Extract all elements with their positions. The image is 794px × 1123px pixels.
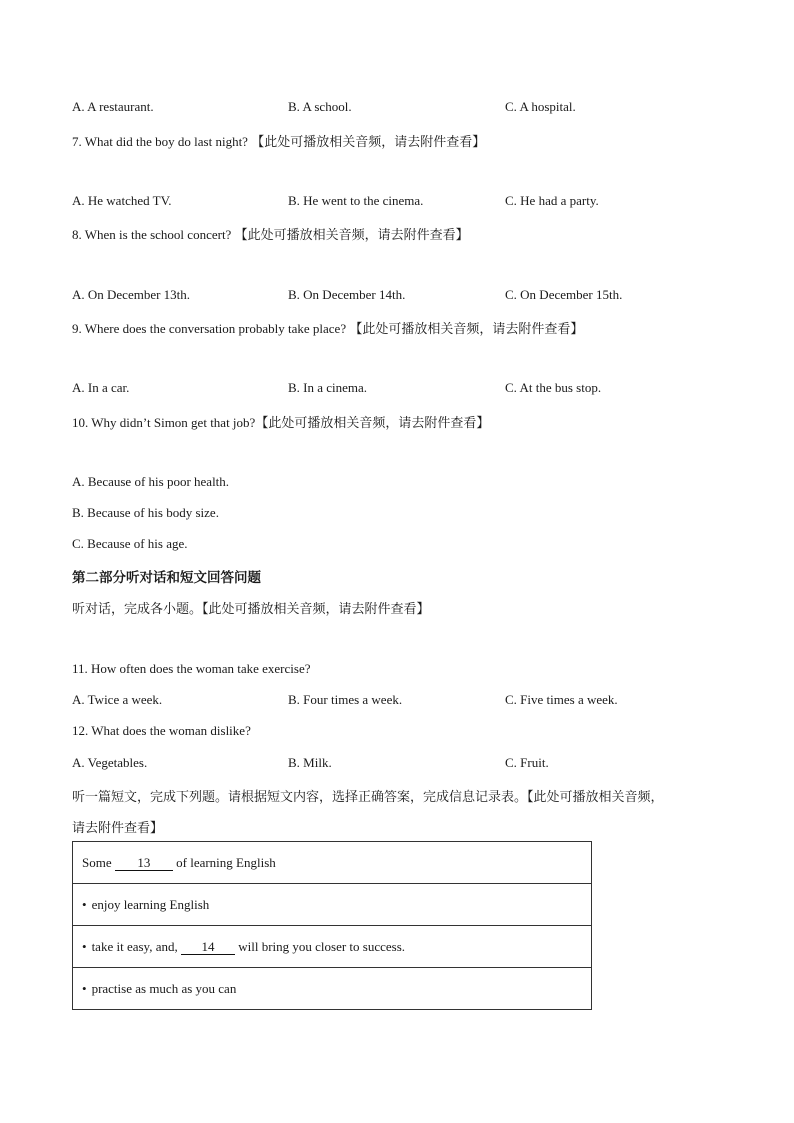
- passage-intro-line2: 请去附件查看】: [72, 821, 164, 836]
- q8-audio-note[interactable]: 【此处可播放相关音频，请去附件查看】: [234, 228, 469, 243]
- answer-blank-14[interactable]: 14: [181, 940, 235, 955]
- q6-option-b: B. A school.: [288, 99, 352, 114]
- row3-text-after: will bring you closer to success.: [238, 938, 406, 954]
- q7-question: [72, 131, 485, 150]
- q10-option-a: A. Because of his poor health.: [72, 474, 230, 489]
- q11-option-b: B. Four times a week.: [288, 692, 403, 707]
- section-heading: 第二部分听对话和短文回答问题: [72, 570, 261, 586]
- q9-question: [72, 318, 583, 337]
- q8-option-c: C. On December 15th.: [505, 287, 623, 302]
- passage-intro-line1: 听一篇短文，完成下列题。请根据短文内容，选择正确答案，完成信息记录表。【此处可播放相关音频，: [72, 790, 664, 805]
- dialog-intro: 听对话，完成各小题。【此处可播放相关音频，请去附件查看】: [72, 602, 430, 617]
- answer-blank-13[interactable]: 13: [115, 856, 173, 871]
- table-cell: [73, 842, 592, 884]
- q9-audio-note[interactable]: 【此处可播放相关音频，请去附件查看】: [349, 322, 584, 337]
- q7-stem: 7. What did the boy do last night?: [72, 134, 248, 149]
- q9-option-b: B. In a cinema.: [288, 380, 368, 395]
- q9-option-c: C. At the bus stop.: [505, 380, 602, 395]
- row3-text-before: take it easy, and,: [91, 938, 178, 954]
- bullet-icon: •: [82, 980, 87, 996]
- table-row: [73, 884, 592, 926]
- q12-option-b: B. Milk.: [288, 755, 332, 770]
- table-row: [73, 968, 592, 1010]
- q12-stem: 12. What does the woman dislike?: [72, 723, 251, 738]
- q10-stem: 10. Why didn’t Simon get that job?: [72, 415, 256, 430]
- table-cell: [73, 968, 592, 1010]
- q7-option-c: C. He had a party.: [505, 193, 599, 208]
- row4-text: practise as much as you can: [91, 980, 237, 996]
- row1-text-after: of learning English: [176, 854, 276, 870]
- info-record-table: [72, 841, 592, 1010]
- q7-option-a: A. He watched TV.: [72, 193, 172, 208]
- bullet-icon: •: [82, 896, 87, 912]
- table-row: [73, 926, 592, 968]
- table-row: [73, 842, 592, 884]
- q10-option-b: B. Because of his body size.: [72, 505, 219, 520]
- q12-option-c: C. Fruit.: [505, 755, 549, 770]
- q8-option-b: B. On December 14th.: [288, 287, 406, 302]
- q9-stem: 9. Where does the conversation probably take place?: [72, 321, 347, 336]
- q8-option-a: A. On December 13th.: [72, 287, 191, 302]
- q7-option-b: B. He went to the cinema.: [288, 193, 424, 208]
- q11-option-c: C. Five times a week.: [505, 692, 618, 707]
- table-cell: [73, 926, 592, 968]
- q6-option-c: C. A hospital.: [505, 99, 576, 114]
- q6-option-a: A. A restaurant.: [72, 99, 154, 114]
- row1-text-before: Some: [82, 854, 112, 870]
- bullet-icon: •: [82, 938, 87, 954]
- q10-option-c: C. Because of his age.: [72, 536, 188, 551]
- q11-option-a: A. Twice a week.: [72, 692, 163, 707]
- q10-question: [72, 412, 489, 431]
- q11-stem: 11. How often does the woman take exercise?: [72, 661, 311, 676]
- row2-text: enjoy learning English: [91, 896, 210, 912]
- table-cell: [73, 884, 592, 926]
- q12-option-a: A. Vegetables.: [72, 755, 148, 770]
- q9-option-a: A. In a car.: [72, 380, 130, 395]
- q10-audio-note[interactable]: 【此处可播放相关音频，请去附件查看】: [255, 416, 490, 431]
- q8-stem: 8. When is the school concert?: [72, 227, 232, 242]
- q7-audio-note[interactable]: 【此处可播放相关音频，请去附件查看】: [251, 135, 486, 150]
- q8-question: [72, 224, 469, 243]
